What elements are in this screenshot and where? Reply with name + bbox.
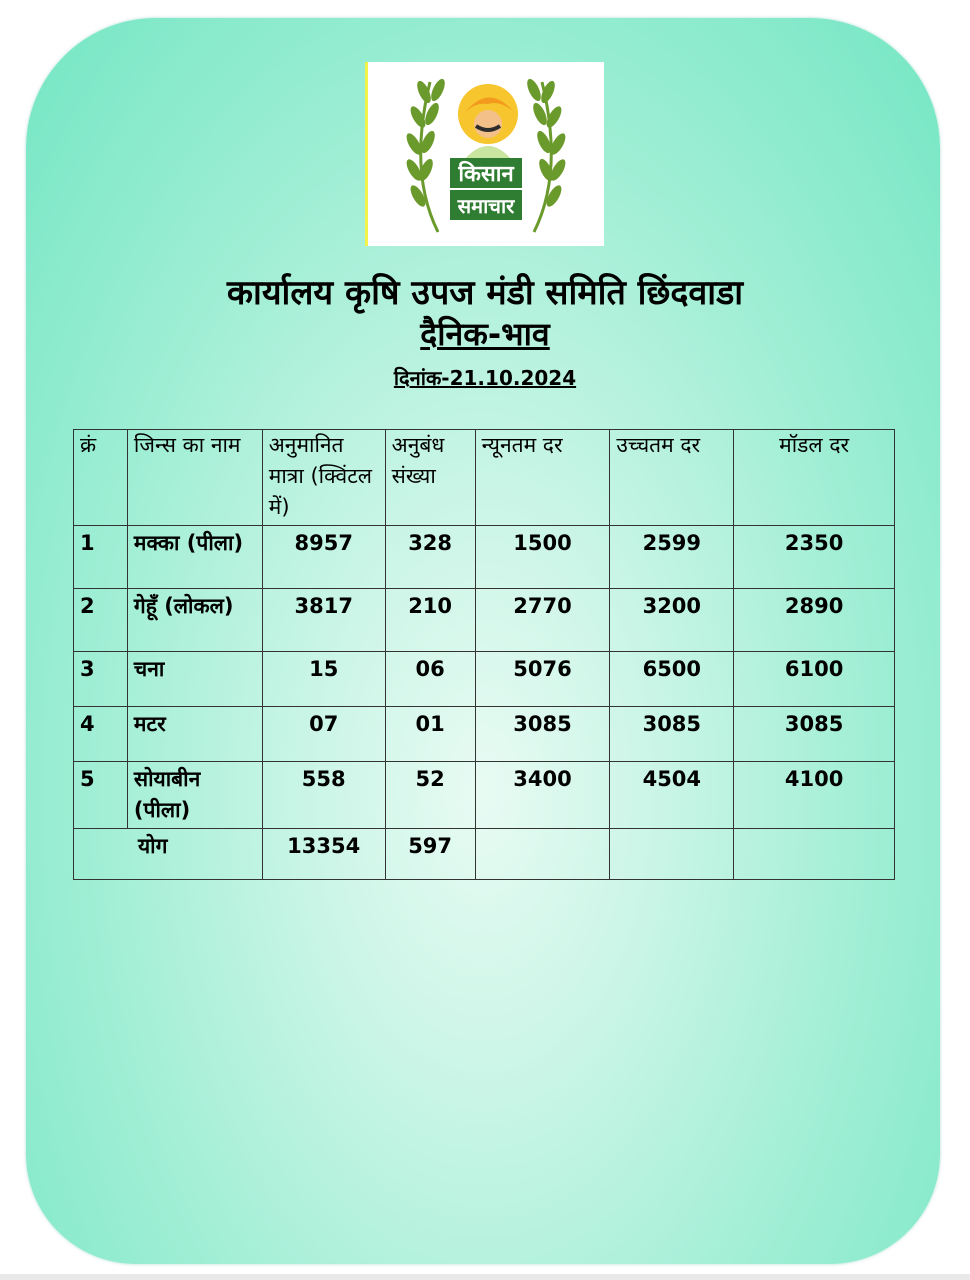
- total-contracts: 597: [385, 829, 475, 880]
- cell-contracts: 328: [385, 526, 475, 589]
- table-row: [74, 526, 895, 589]
- cell-qty: 8957: [262, 526, 385, 589]
- cell-sn: 4: [74, 707, 128, 762]
- cell-crop: मक्का (पीला): [127, 526, 262, 589]
- cell-modal: 3085: [734, 707, 895, 762]
- cell-min: 3400: [475, 762, 610, 829]
- date-label: दिनांक-21.10.2024: [393, 366, 577, 390]
- table-total-row: [74, 829, 895, 880]
- col-header-sn: क्रं: [74, 430, 128, 526]
- col-header-crop: जिन्स का नाम: [127, 430, 262, 526]
- table-row: [74, 652, 895, 707]
- cell-max: 4504: [610, 762, 734, 829]
- bottom-bar: [0, 1274, 970, 1280]
- cell-crop: सोयाबीन (पीला): [127, 762, 262, 829]
- cell-modal: 2350: [734, 526, 895, 589]
- cell-min: 1500: [475, 526, 610, 589]
- cell-sn: 3: [74, 652, 128, 707]
- total-qty: 13354: [262, 829, 385, 880]
- total-max-empty: [610, 829, 734, 880]
- col-header-qty: अनुमानित मात्रा (क्विंटल में): [262, 430, 385, 526]
- table-row: [74, 762, 895, 829]
- cell-contracts: 01: [385, 707, 475, 762]
- cell-qty: 07: [262, 707, 385, 762]
- total-modal-empty: [734, 829, 895, 880]
- cell-contracts: 210: [385, 589, 475, 652]
- total-min-empty: [475, 829, 610, 880]
- cell-qty: 558: [262, 762, 385, 829]
- cell-crop: चना: [127, 652, 262, 707]
- cell-qty: 15: [262, 652, 385, 707]
- logo-line1: किसान: [458, 162, 514, 187]
- cell-min: 2770: [475, 589, 610, 652]
- cell-crop: गेहूँ (लोकल): [127, 589, 262, 652]
- cell-crop: मटर: [127, 707, 262, 762]
- cell-max: 6500: [610, 652, 734, 707]
- cell-max: 2599: [610, 526, 734, 589]
- logo-line2: समाचार: [457, 194, 515, 218]
- total-label: योग: [74, 829, 263, 880]
- cell-modal: 6100: [734, 652, 895, 707]
- rates-table: [73, 429, 895, 880]
- cell-max: 3200: [610, 589, 734, 652]
- cell-contracts: 06: [385, 652, 475, 707]
- cell-modal: 2890: [734, 589, 895, 652]
- office-title: कार्यालय कृषि उपज मंडी समिति छिंदवाडा: [226, 273, 744, 313]
- cell-contracts: 52: [385, 762, 475, 829]
- table-row: [74, 707, 895, 762]
- cell-modal: 4100: [734, 762, 895, 829]
- table-header-row: [74, 430, 895, 526]
- cell-sn: 5: [74, 762, 128, 829]
- cell-sn: 1: [74, 526, 128, 589]
- col-header-min: न्यूनतम दर: [475, 430, 610, 526]
- logo: [365, 62, 604, 246]
- cell-min: 5076: [475, 652, 610, 707]
- page-subtitle: दैनिक-भाव: [420, 315, 550, 353]
- cell-sn: 2: [74, 589, 128, 652]
- col-header-contracts: अनुबंध संख्या: [385, 430, 475, 526]
- col-header-modal: मॉडल दर: [734, 430, 895, 526]
- cell-min: 3085: [475, 707, 610, 762]
- cell-qty: 3817: [262, 589, 385, 652]
- col-header-max: उच्चतम दर: [610, 430, 734, 526]
- table-row: [74, 589, 895, 652]
- cell-max: 3085: [610, 707, 734, 762]
- kisan-samachar-logo-icon: [368, 62, 604, 246]
